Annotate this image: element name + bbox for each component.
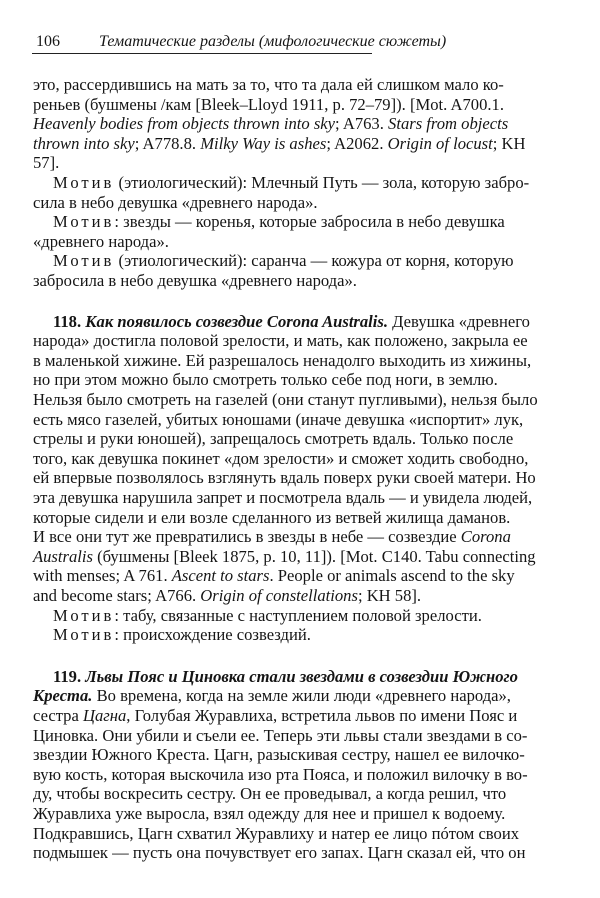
text-segment: with menses; A 761. [33,566,172,586]
text-segment: эта девушка нарушила запрет и посмотрела вдаль — и увидела людей, [33,488,533,507]
text-segment: (этиологический): саранча — кожура от корня, которую [114,251,514,271]
text-line [53,251,514,271]
text-segment: того, как девушка покинет «дом зрелости» и сможет ходить свободно, [33,448,529,468]
italic-text: Heavenly bodies from objects thrown into sky [33,114,336,134]
text-segment: вую кость, которая выскочила изо рта Пояса, и положил вилочку в во- [33,764,528,784]
text-line [33,370,498,390]
text-line [33,409,524,430]
text-line [33,586,492,606]
text-line [33,566,515,586]
text-line [33,232,492,252]
text-segment: (этиологический): Млечный Путь — зола, которую забро- [114,173,530,192]
text-segment: в маленькой хижине. Ей разрешалось ненадолго выходить из хижины, [33,350,532,370]
text-line [33,745,525,765]
text-segment: , Голубая Журавлиха, встретила львов по имени Пояс и [126,706,518,725]
motif-label: Мотив [53,625,115,645]
text-line [53,173,530,193]
text-segment: народа» достигла половой зрелости, и мать, как положено, закрыла ее [33,331,528,351]
text-line [33,448,529,469]
text-segment: Нельзя было смотреть на газелей (они станут пугливыми), нельзя было [33,390,538,409]
italic-text: Corona [460,527,511,547]
text-segment: ; KH [492,133,526,153]
text-line [33,114,509,134]
text-line [33,133,526,154]
text-line [53,311,530,332]
italic-text: thrown into sky [33,133,135,153]
text-segment: Во времена, когда на земле жили люди «древнего народа», [92,686,511,706]
text-segment: (бушмены [Bleek 1875, p. 10, 11]). [Mot. C140. Tabu connecting [92,546,536,566]
section-title: Как появилось созвездие Corona Australis. [85,311,389,331]
text-segment: но при этом можно было смотреть только себе под ноги, в землю. [33,370,498,390]
italic-text: Ascent to stars [171,566,270,586]
text-segment: сила в небо девушка «древнего народа». [33,192,318,212]
text-segment: реньев (бушмены /кам [Bleek–Lloyd 1911, p. 72–79]). [Mot. A700.1. [33,94,504,114]
text-segment: . People or animals ascend to the sky [269,566,515,586]
text-segment: подмышек — пусть она почувствует его запах. Цагн сказал ей, что он [33,843,526,863]
text-line [53,666,518,687]
text-line [33,843,526,863]
text-segment: : табу, связанные с наступлением половой зрелости. [114,605,482,625]
text-segment: звездии Южного Креста. Цагн, разыскивая сестру, нашел ее вилочко- [33,745,525,765]
text-line [33,153,492,173]
text-line [53,606,492,626]
italic-text: Milky Way is ashes [200,133,327,153]
motif-label: Мотив [53,173,115,192]
motif-label: Мотив [53,251,115,271]
text-line [33,725,528,746]
text-line [33,94,504,115]
running-header [33,31,447,53]
italic-text: Origin of locust [387,133,493,153]
text-line [33,686,511,706]
text-segment: И все они тут же превратились в звезды в небе — созвездие [33,527,461,547]
italic-text: Origin of constellations [200,586,358,605]
text-line [33,488,533,508]
page-number: 106 [36,33,60,50]
italic-text: Australis [33,546,93,566]
text-line [33,193,492,213]
text-segment: ; KH 58]. [357,586,422,605]
text-line [53,212,505,232]
text-line [33,784,507,804]
header-rule [32,53,372,54]
text-line [33,350,532,371]
text-segment: ; A2062. [326,133,388,153]
text-segment: : происхождение созвездий. [114,625,311,645]
text-line [33,527,511,547]
text-line [33,804,506,824]
text-segment: ; A778.8. [134,133,201,153]
motif-label: Мотив [53,605,115,625]
text-segment: Циновка. Они убили и съели ее. Теперь эти львы стали звездами в со- [33,725,528,745]
text-line [33,507,511,528]
text-segment: : звезды — коренья, которые забросила в небо девушка [114,212,505,232]
text-segment: «древнего народа». [33,231,169,251]
text-segment: Журавлиха уже выросла, взял одежду для нее и пришел к водоему. [33,804,506,823]
text-segment: стрелы и руки юношей), запрещалось смотреть вдаль. Только после [33,429,514,449]
section-title: 119. [53,666,86,686]
text-segment: Подкравшись, Цагн схватил Журавлиху и натер ее лицо пóтом своих [33,823,520,843]
text-line [33,468,536,488]
text-segment: которые сидели и ели возле сделанного из ветвей жилища даманов. [33,507,511,527]
text-line [33,546,536,567]
text-line [33,271,492,291]
text-line [33,429,514,449]
text-segment: забросила в небо девушка «древнего народа». [33,271,357,290]
text-line [33,331,528,351]
text-segment: есть мясо газелей, убитых юношами (иначе девушка «испортит» лук, [33,409,524,429]
section-title: 118. [53,311,86,331]
text-line [33,706,518,726]
section-title: Львы Пояс и Циновка стали звездами в созвездии Южного [85,666,518,686]
text-segment: and become stars; A766. [33,586,201,605]
italic-text: Цагна [82,706,127,725]
text-segment: сестра [33,706,83,725]
running-title: Тематические разделы (мифологические сюжеты) [99,33,447,50]
text-segment: 57]. [33,153,60,173]
text-line [33,75,504,95]
section-title: Креста. [33,686,93,706]
text-segment: ду, чтобы воскресить сестру. Он ее проведывал, а когда решил, что [33,784,507,804]
text-segment: это, рассердившись на мать за то, что та дала ей слишком мало ко- [33,75,504,94]
text-segment: Девушка «древнего [388,311,530,331]
motif-label: Мотив [53,212,115,232]
text-segment: ; A763. [335,114,389,134]
text-segment: ей впервые позволялось взглянуть вдаль поверх руки своей матери. Но [33,468,536,488]
text-line [33,764,528,785]
text-line [33,390,538,410]
text-line [53,625,492,645]
italic-text: Stars from objects [388,114,509,134]
text-line [33,823,520,844]
